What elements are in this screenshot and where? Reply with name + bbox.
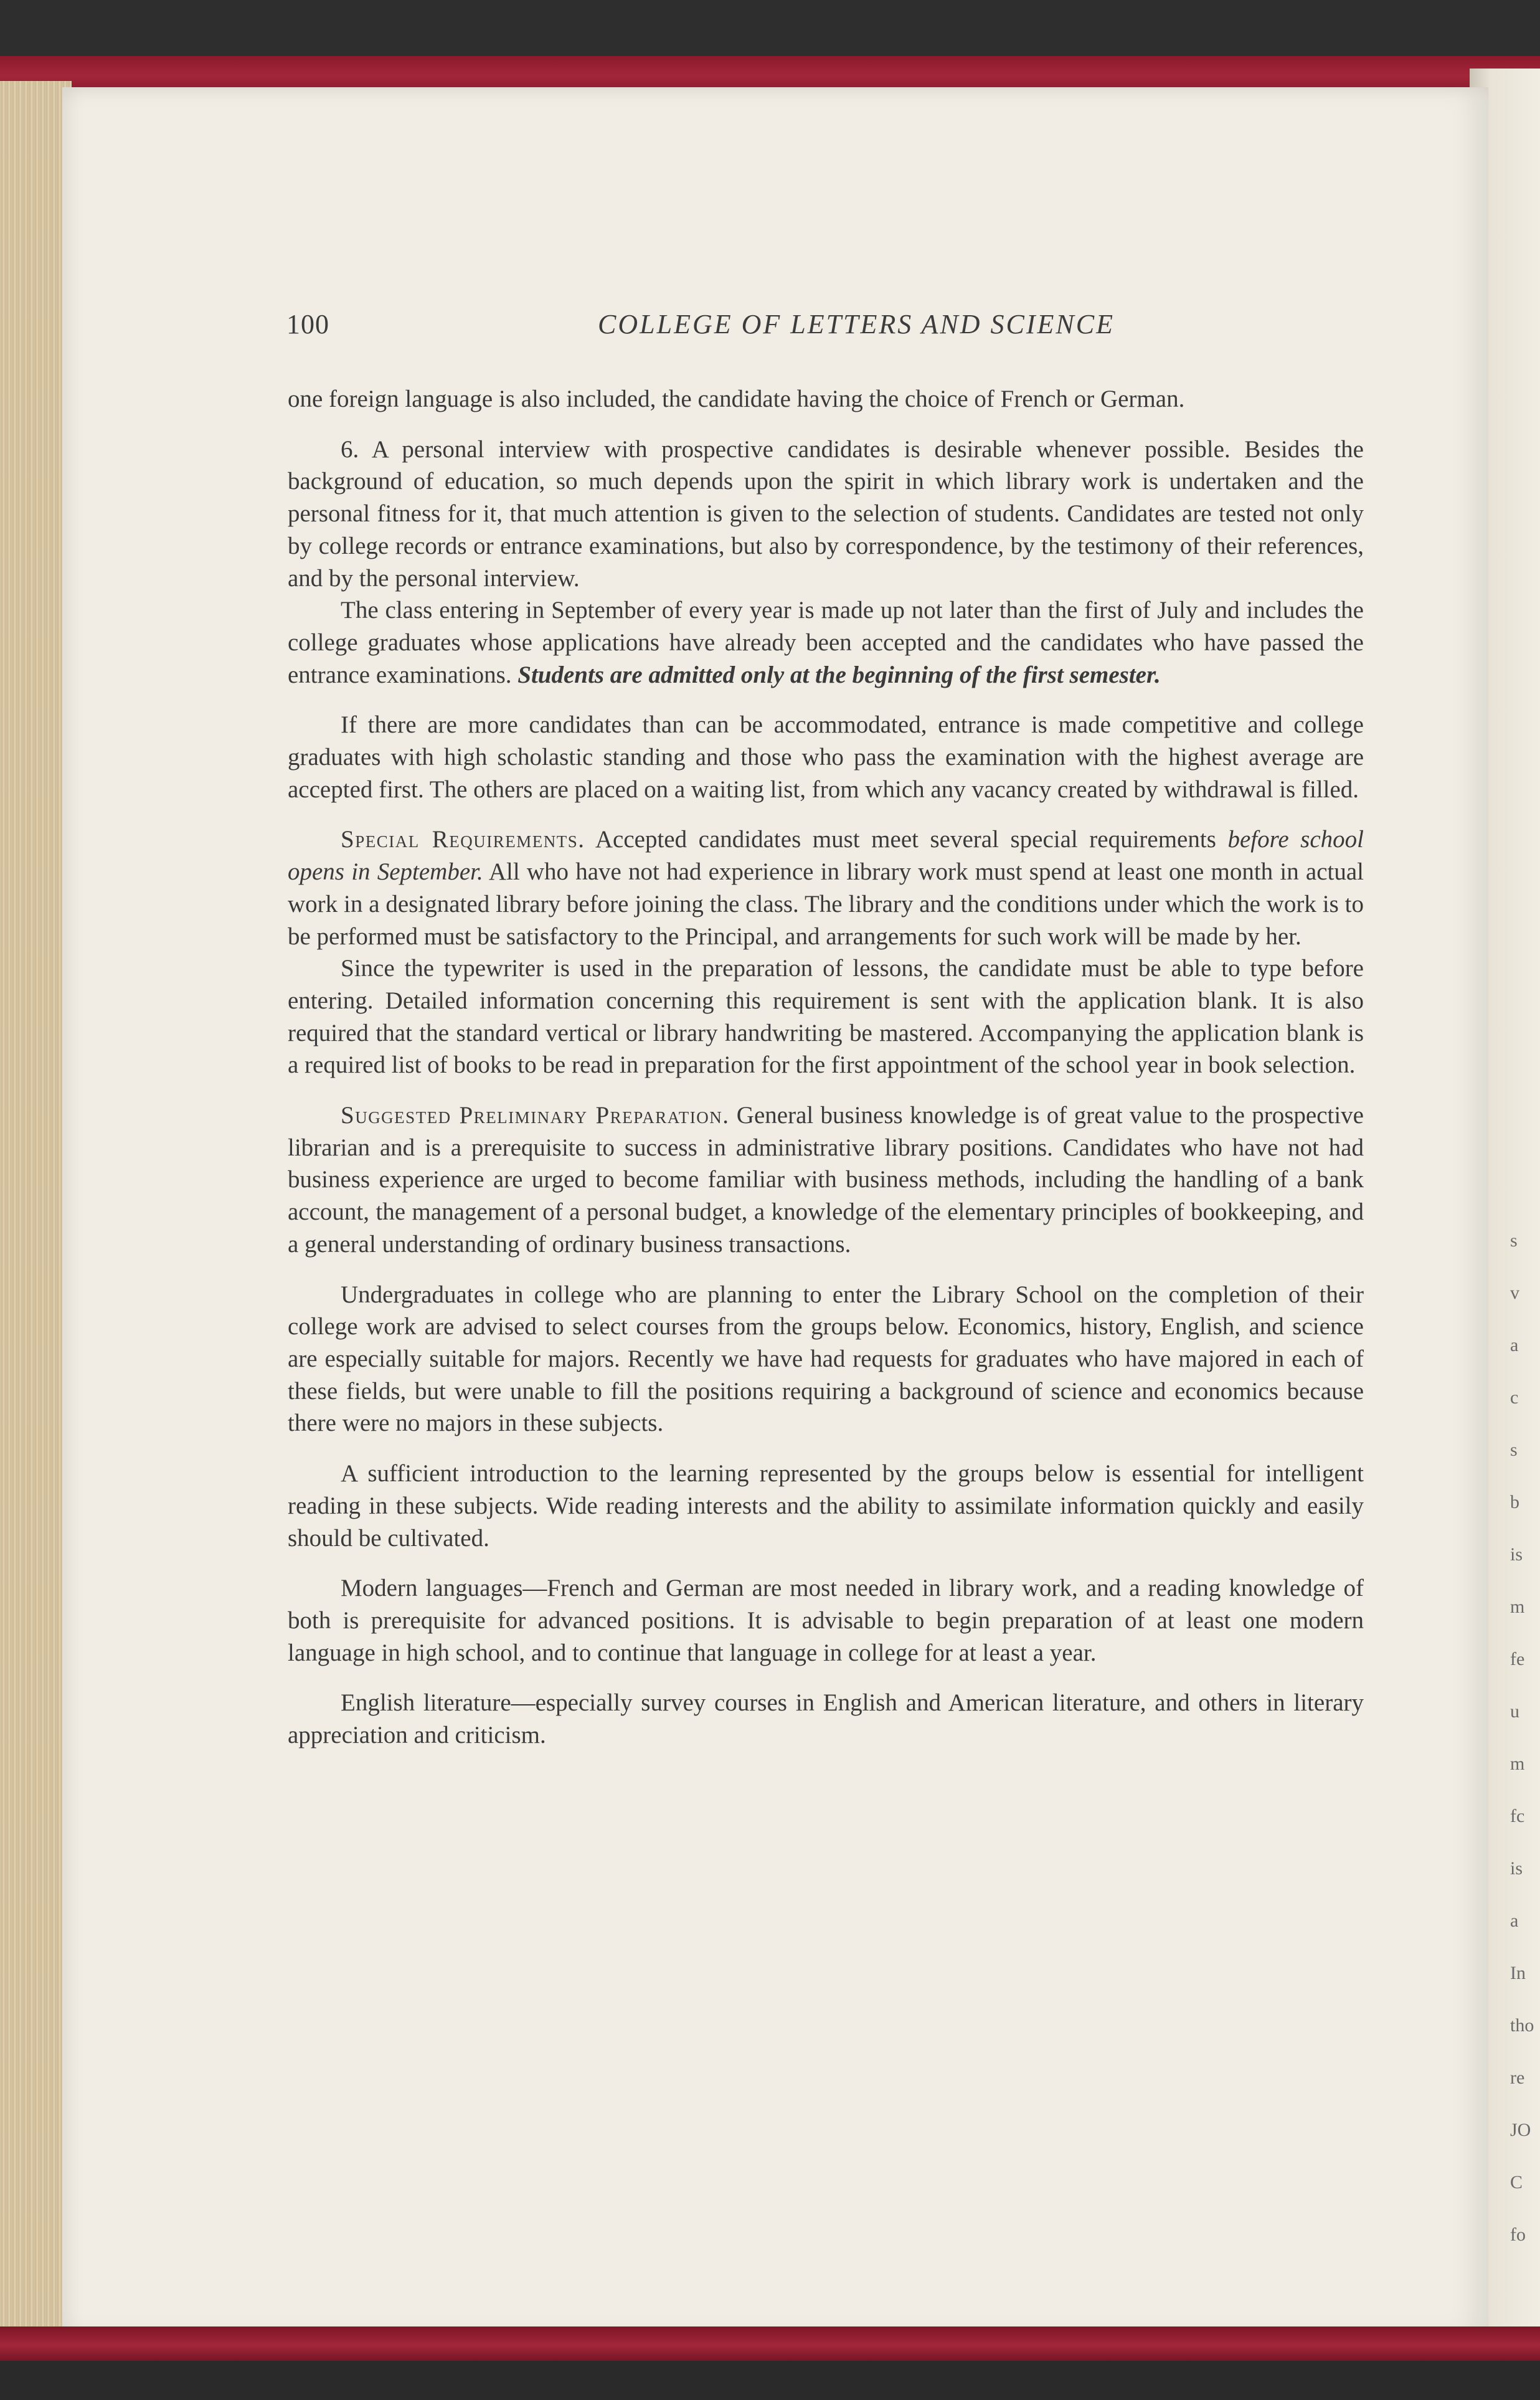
- adjacent-fragment: JO: [1510, 2120, 1531, 2140]
- paragraph-text: Accepted candidates must meet several special requirements: [585, 826, 1228, 853]
- page-body: [288, 383, 1364, 1752]
- section-heading: Suggested Preliminary Preparation.: [341, 1102, 730, 1129]
- adjacent-fragment: v: [1510, 1283, 1519, 1303]
- paragraph: Since the typewriter is used in the preparation of lessons, the candidate must be able to type before entering. Detailed information concerning this requirement is sent with the application blank. It is also required that the standard vertical or library handwriting be mastered. Accompanying the application blank is a required list of books to be read in preparation for the first appointment of the school year in book selection.: [288, 955, 1364, 1079]
- adjacent-fragment: tho: [1510, 2015, 1534, 2036]
- page-number: 100: [286, 309, 329, 339]
- emphasized-text: before school opens in September.: [288, 826, 1364, 886]
- paragraph: Undergraduates in college who are planning to enter the Library School on the completion of their college work are advised to select courses from the groups below. Economics, history, English, and science are especially suitable for majors. Recently we have had requests for graduates who have majored in each of these fields, but were unable to fill the positions requiring a background of science and economics because there were no majors in these subjects.: [288, 1281, 1364, 1437]
- adjacent-page-text: [1510, 1215, 1540, 2261]
- adjacent-fragment: is: [1510, 1858, 1523, 1879]
- page-header: [286, 308, 1364, 352]
- adjacent-fragment: C: [1510, 2172, 1523, 2193]
- adjacent-fragment: is: [1510, 1544, 1523, 1565]
- paragraph: one foreign language is also included, the candidate having the choice of French or German.: [288, 386, 1185, 412]
- adjacent-fragment: m: [1510, 1753, 1525, 1774]
- paragraph: A sufficient introduction to the learning represented by the groups below is essential for intelligent reading in these subjects. Wide reading interests and the ability to assimilate information quickly and easily should be cultivated.: [288, 1460, 1364, 1552]
- page-stack-edges: [0, 81, 72, 2336]
- scan-background-top: [0, 0, 1540, 59]
- adjacent-fragment: fo: [1510, 2224, 1526, 2245]
- running-title: COLLEGE OF LETTERS AND SCIENCE: [598, 309, 1115, 339]
- section-heading: Special Requirements.: [341, 826, 585, 853]
- adjacent-fragment: a: [1510, 1335, 1519, 1355]
- paragraph: 6. A personal interview with prospective candidates is desirable whenever possible. Besides the background of education, so much depends upon the spirit in which library work is undertaken and the personal fitness for it, that much attention is given to the selection of students. Candidates are tested not only by college records or entrance examinations, but also by correspondence, by the testimony of their references, and by the personal interview.: [288, 435, 1364, 592]
- adjacent-fragment: a: [1510, 1910, 1519, 1931]
- paragraph: If there are more candidates than can be accommodated, entrance is made competitive and college graduates with high scholastic standing and those who pass the examination with the highest average are accepted first. The others are placed on a waiting list, from which any vacancy created by withdrawal is filled.: [288, 711, 1364, 803]
- adjacent-fragment: c: [1510, 1387, 1519, 1408]
- adjacent-fragment: m: [1510, 1596, 1525, 1617]
- emphasized-text: Students are admitted only at the beginning of the first semester.: [517, 661, 1161, 688]
- adjacent-fragment: s: [1510, 1230, 1518, 1251]
- adjacent-fragment: re: [1510, 2067, 1525, 2088]
- paragraph: Modern languages—French and German are most needed in library work, and a reading knowledge of both is prerequisite for advanced positions. It is advisable to begin preparation of at least one modern language in high school, and to continue that language in college for at least a year.: [288, 1575, 1364, 1666]
- paragraph: English literature—especially survey courses in English and American literature, and others in literary appreciation and criticism.: [288, 1689, 1364, 1749]
- adjacent-fragment: fe: [1510, 1649, 1525, 1669]
- paragraph-text: General business knowledge is of great value to the prospective librarian and is a prerequisite to success in administrative library positions. Candidates who have not had business experience are urged to become familiar with business methods, including the handling of a bank account, the management of a personal budget, a knowledge of the elementary principles of bookkeeping, and a general understanding of ordinary business transactions.: [288, 1102, 1364, 1258]
- adjacent-fragment: In: [1510, 1963, 1526, 1983]
- book-cover-bottom-edge: [0, 2326, 1540, 2364]
- adjacent-fragment: b: [1510, 1492, 1519, 1512]
- paragraph-text: All who have not had experience in library work must spend at least one month in actual work in a designated library before joining the class. The library and the conditions under which the work is to be performed must be satisfactory to the Principal, and arrangements for such work will be made by her.: [288, 858, 1364, 950]
- adjacent-fragment: u: [1510, 1701, 1519, 1722]
- paragraph: [288, 594, 1364, 691]
- paragraph-text: The class entering in September of every year is made up not later than the first of July and includes the college graduates whose applications have already been accepted and the candidates who have passed the entrance examinations.: [288, 597, 1364, 688]
- paragraph: [288, 1099, 1364, 1261]
- scan-background-bottom: [0, 2361, 1540, 2400]
- adjacent-fragment: s: [1510, 1440, 1518, 1460]
- paragraph: [288, 823, 1364, 952]
- adjacent-fragment: fc: [1510, 1806, 1525, 1826]
